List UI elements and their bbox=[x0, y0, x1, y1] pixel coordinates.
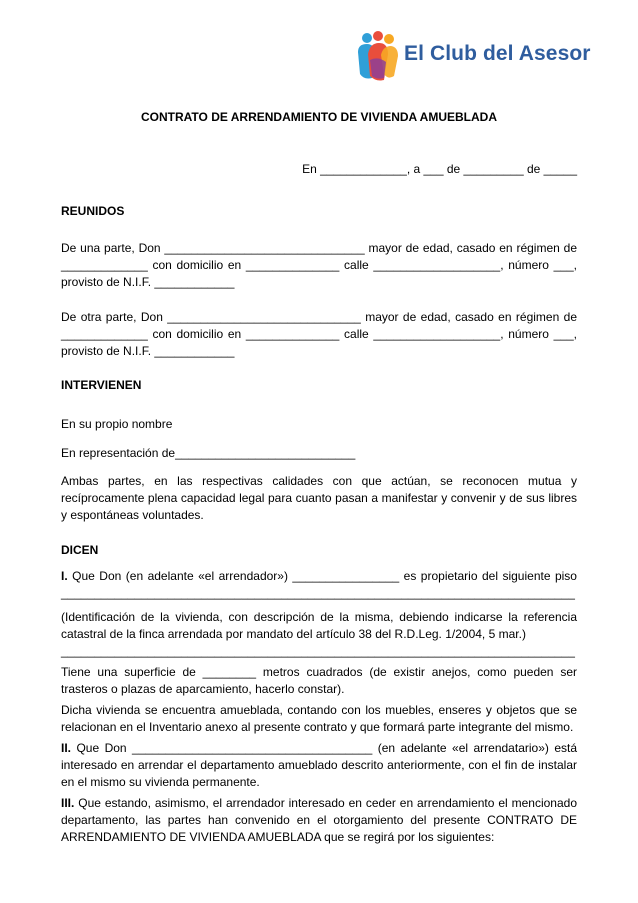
parte-1-line-1: De una parte, Don ______________________________ mayor de edad, casado en régimen de bbox=[61, 241, 577, 255]
clause-iii bbox=[61, 795, 577, 846]
reunidos-heading: REUNIDOS bbox=[61, 204, 125, 218]
representacion-line: En representación de___________________________ bbox=[61, 446, 356, 460]
identificacion-blank-line: _____________________________________________________________________________ bbox=[61, 644, 575, 658]
place-date-line: En _____________, a ___ de _________ de _____ bbox=[302, 162, 577, 176]
logo-people-icon bbox=[354, 30, 402, 82]
clause-ii-number: II. bbox=[61, 741, 72, 755]
club-del-asesor-logo bbox=[354, 30, 591, 82]
clause-iii-text: Que estando, asimismo, el arrendador interesado en ceder en arrendamiento el mencionado departamento, las partes han convenido en el otorgamiento del presente CONTRATO DE ARRENDAMIENTO DE VIVIENDA AMUEBLADA que se regirá por los siguientes: bbox=[61, 796, 577, 844]
parte-2-line-1: De otra parte, Don _____________________________ mayor de edad, casado en régimen de bbox=[61, 310, 577, 324]
ambas-partes-paragraph: Ambas partes, en las respectivas calidades con que actúan, se reconocen mutua y recíprocamente plena capacidad legal para cuanto pasan a manifestar y convenir y de sus libres y espontáneas voluntades. bbox=[61, 474, 577, 522]
clause-ii bbox=[61, 740, 577, 791]
logo-text: El Club del Asesor bbox=[404, 42, 591, 65]
identificacion-paragraph bbox=[61, 609, 577, 660]
clause-i-number: I. bbox=[61, 569, 68, 583]
propio-nombre: En su propio nombre bbox=[61, 417, 173, 431]
parte-2-line-3: provisto de N.I.F. ____________ bbox=[61, 344, 235, 358]
superficie-paragraph: Tiene una superficie de ________ metros cuadrados (de existir anejos, como pueden ser trasteros o plazas de aparcamiento, hacerlo constar). bbox=[61, 665, 577, 696]
clause-i bbox=[61, 568, 577, 602]
parte-1-block bbox=[61, 240, 577, 291]
clause-i-blank-line: _____________________________________________________________________________ bbox=[61, 586, 575, 600]
intervienen-heading: INTERVIENEN bbox=[61, 378, 142, 392]
dicen-heading: DICEN bbox=[61, 543, 99, 557]
clause-ii-text: Que Don ____________________________________ (en adelante «el arrendatario») está interesado en arrendar el departamento amueblado descrito anteriormente, con el fin de instalar en el mismo su vivienda permanente. bbox=[61, 741, 577, 789]
clause-iii-number: III. bbox=[61, 796, 75, 810]
identificacion-text: (Identificación de la vivienda, con descripción de la misma, debiendo indicarse la referencia catastral de la finca arrendada por mandato del artículo 38 del R.D.Leg. 1/2004, 5 mar.) bbox=[61, 610, 577, 641]
parte-1-line-2: _____________ con domicilio en ______________ calle ___________________, número ___, bbox=[61, 258, 577, 272]
parte-2-block bbox=[61, 309, 577, 360]
parte-1-line-3: provisto de N.I.F. ____________ bbox=[61, 275, 235, 289]
contract-title: CONTRATO DE ARRENDAMIENTO DE VIVIENDA AMUEBLADA bbox=[140, 110, 497, 124]
clause-i-text: Que Don (en adelante «el arrendador») ________________ es propietario del siguiente piso bbox=[72, 569, 577, 583]
parte-2-line-2: _____________ con domicilio en ______________ calle ___________________, número ___, bbox=[61, 327, 577, 341]
amueblada-paragraph: Dicha vivienda se encuentra amueblada, contando con los muebles, enseres y objetos que se relacionan en el Inventario anexo al presente contrato y que formará parte integrante del mismo. bbox=[61, 703, 577, 734]
